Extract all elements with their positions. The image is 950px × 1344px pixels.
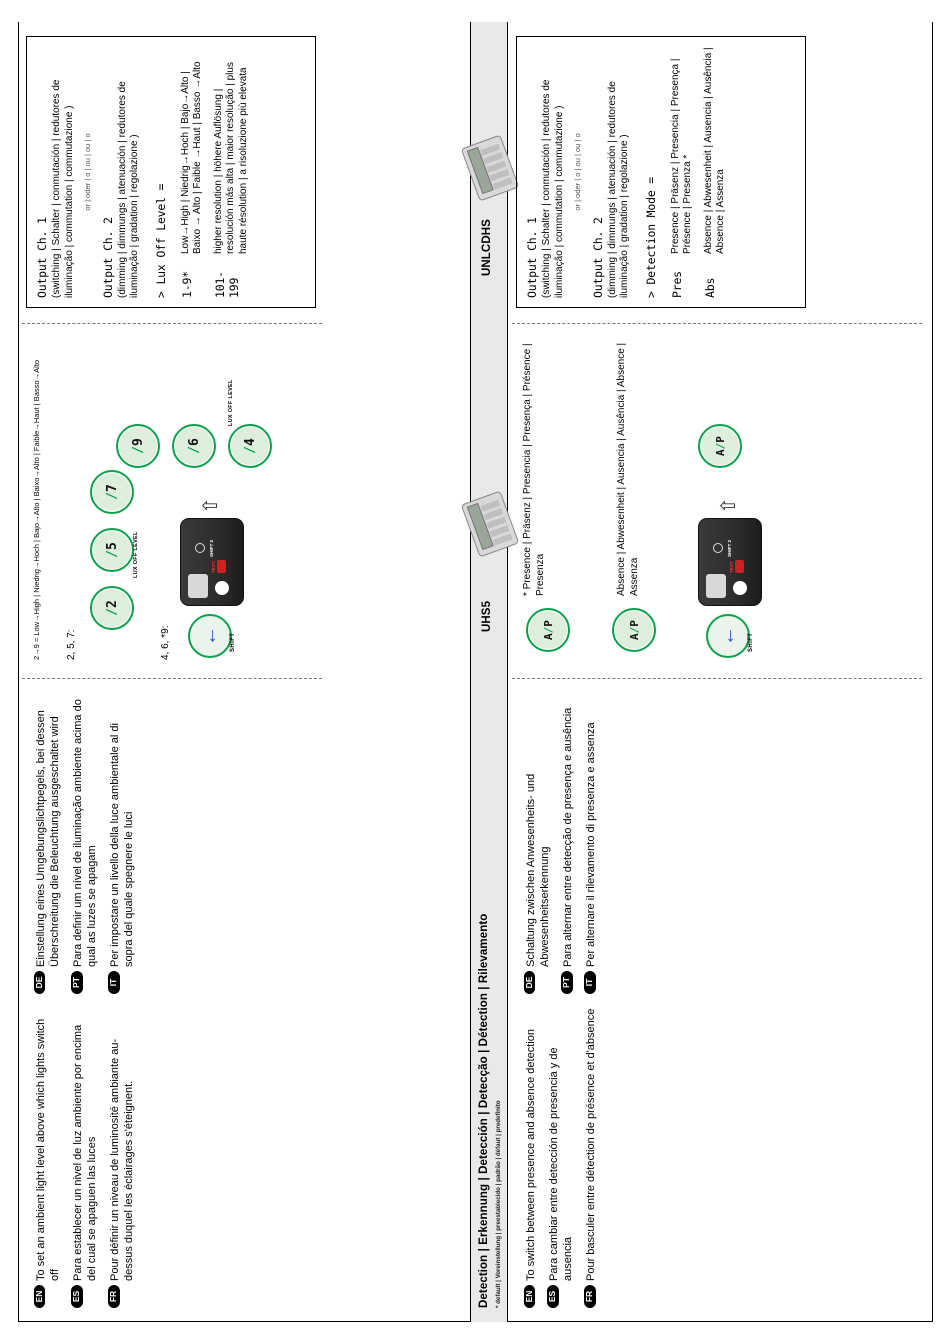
lang-chip-es: ES bbox=[71, 1285, 82, 1308]
lang-chip-en: EN bbox=[34, 1285, 45, 1308]
detection-caption-absence: Absence | Abwesenheit | Ausencia | Ausência | Absence | Assenza bbox=[616, 342, 640, 596]
lux-option-2 bbox=[213, 46, 251, 298]
frame-top-rule bbox=[18, 22, 19, 1322]
lux-left-text bbox=[34, 1008, 145, 1308]
lux-left-item-fr bbox=[108, 1008, 136, 1308]
lux-text-pt: Para definir um nível de iluminação ambiente acima do qual as luzes se apagam bbox=[72, 699, 99, 967]
lang-chip-fr: FR bbox=[108, 1285, 119, 1308]
detection-panel-setting: > Detection Mode = bbox=[643, 176, 658, 298]
detection-header-title: Detection | Erkennung | Detección | Detecção | Détection | Rilevamento bbox=[478, 913, 490, 1308]
lux-divider-2 bbox=[22, 323, 322, 324]
detection-option-2-text: Absence | Abwesenheit | Ausencia | Ausência | Absence | Assenza bbox=[702, 47, 727, 254]
detection-right-item-it bbox=[584, 694, 598, 994]
lang-chip-fr-2: FR bbox=[584, 1285, 595, 1308]
lux-divider-1 bbox=[22, 678, 322, 679]
lux-panel-line-1-text: (switching | Schalter | conmutación | redutores de iluminação | commutation | commutazione ) bbox=[51, 79, 75, 298]
detection-panel-line-2-mono: Output Ch. 2 bbox=[590, 217, 605, 298]
lux-text-en: To set an ambient light level above which lights switch off bbox=[35, 1018, 62, 1281]
remote-sun-icon bbox=[215, 581, 229, 595]
lux-panel-or: or | oder | o | ou | ou | o bbox=[83, 133, 92, 211]
lang-chip-pt-2: PT bbox=[561, 971, 572, 994]
remote-shift2-label-2: SHIFT 2 bbox=[727, 539, 732, 557]
lux-option-1-text: Low→High | Niedrig→Hoch | Bajo→Alto | Baixo → Alto | Faible →Haut | Basso →Alto bbox=[179, 61, 204, 254]
remote-sun-icon-2 bbox=[733, 581, 747, 595]
detection-caption-presence: * Presence | Präsenz | Presencia | Presença | Présence | Presenza bbox=[522, 343, 546, 596]
detection-divider-2 bbox=[512, 323, 922, 324]
detection-option-1-text: Presence | Präsenz | Presencia | Presença | Présence | Presenza * bbox=[669, 58, 694, 254]
lux-caption-469: 4, 6, *9: bbox=[160, 625, 171, 660]
frame-bottom-rule bbox=[932, 22, 933, 1322]
lux-text-it: Per impostare un livello della luce ambientale al di sopra del quale spegnere le luci bbox=[109, 723, 136, 967]
lang-chip-es-2: ES bbox=[547, 1285, 558, 1308]
button-9[interactable]: / 9 bbox=[116, 424, 160, 468]
handheld-transmitter-icon-1 bbox=[461, 491, 520, 558]
lux-right-item-de bbox=[34, 694, 62, 994]
remote-screen-2 bbox=[706, 574, 726, 598]
detection-option-1 bbox=[670, 46, 695, 298]
lux-left-item-es bbox=[71, 1008, 99, 1308]
remote-shift2-label: SHIFT 2 bbox=[209, 539, 214, 557]
lang-chip-pt: PT bbox=[71, 971, 82, 994]
arrow-up-icon-lux: ⇧ bbox=[200, 497, 222, 514]
lux-option-2-code: 101-199 bbox=[212, 271, 241, 298]
lux-panel bbox=[26, 36, 316, 308]
detection-right-item-de bbox=[524, 694, 552, 994]
detection-left-text bbox=[524, 1008, 607, 1308]
lux-right-text bbox=[34, 694, 145, 994]
button-ap-target[interactable]: A/P bbox=[698, 424, 742, 468]
detection-text-pt: Para alternar entre detecção de presença e ausência bbox=[562, 707, 575, 967]
detection-divider-1 bbox=[512, 678, 922, 679]
lux-left-item-en bbox=[34, 1008, 62, 1308]
remote-dot-2 bbox=[713, 543, 723, 553]
remote-device-detection bbox=[698, 518, 762, 606]
lux-text-es: Para establecer un nivel de luz ambiente por encima del cual se apaguen las luces bbox=[72, 1024, 99, 1281]
detection-right-item-pt bbox=[561, 694, 575, 994]
detection-text-es: Para cambiar entre detección de presencia y de ausencia bbox=[548, 1047, 575, 1281]
lux-option-1-code: 1-9* bbox=[179, 271, 194, 298]
arrow-up-icon-detection: ⇧ bbox=[718, 497, 740, 514]
shift-label-1: SHIFT bbox=[230, 632, 236, 652]
lux-caption-257: 2, 5, 7: bbox=[66, 629, 77, 660]
detection-option-1-code: Pres bbox=[669, 271, 684, 298]
detection-text-en: To switch between presence and absence detection bbox=[525, 1029, 537, 1281]
button-5[interactable]: / 5 bbox=[90, 528, 134, 572]
shift-label-2: SHIFT bbox=[748, 632, 754, 652]
shift-arrow-button-2[interactable]: ← bbox=[706, 614, 750, 658]
lux-panel-line-1-mono: Output Ch. 1 bbox=[35, 217, 49, 298]
detection-left-item-fr bbox=[584, 1008, 598, 1308]
remote-red-button bbox=[217, 560, 226, 573]
lux-right-item-pt bbox=[71, 694, 99, 994]
lux-range-caption: 2→9 = Low→High | Niedrig→Hoch | Bajo→Alto | Baixo→Alto | Faible→Haut | Basso→Alto bbox=[32, 359, 41, 660]
handheld-transmitter-icon-2 bbox=[461, 135, 520, 202]
remote-device-lux bbox=[180, 518, 244, 606]
detection-header-bar bbox=[470, 22, 508, 1322]
detection-panel-or: or | oder | o | ou | ou | o bbox=[573, 133, 582, 211]
lux-graphic bbox=[30, 324, 330, 664]
remote-screen bbox=[188, 574, 208, 598]
lang-chip-de-2: DE bbox=[524, 971, 535, 994]
remote-test-label-2: TEST bbox=[729, 561, 734, 573]
lang-chip-it: IT bbox=[108, 971, 119, 994]
lux-panel-setting: > Lux Off Level = bbox=[153, 183, 168, 298]
detection-device-uhs5: UHS5 bbox=[481, 600, 493, 632]
detection-option-2 bbox=[703, 46, 728, 298]
button-6[interactable]: / 6 bbox=[172, 424, 216, 468]
detection-header-sub: * default | Voreinstellung | preestablecido | padrão | défaut | predefinito bbox=[495, 1100, 502, 1308]
detection-device-unlcdhs: UNLCDHS bbox=[481, 219, 493, 276]
lang-chip-de: DE bbox=[34, 971, 45, 994]
remote-test-label: TEST bbox=[211, 561, 216, 573]
lux-panel-line-2-mono: Output Ch. 2 bbox=[100, 217, 115, 298]
detection-text-it: Per alternare il rilevamento di presenza e assenza bbox=[585, 722, 598, 967]
lux-option-2-text: higher resolution | höhere Auflösung | resolución más alta | maior resolução | plus haute résolution | a risoluzione più elevata bbox=[212, 62, 249, 254]
button-7[interactable]: / 7 bbox=[90, 470, 134, 514]
button-2[interactable]: / 2 bbox=[90, 586, 134, 630]
lux-text-de: Einstellung eines Umgebungslichtpegels, bei dessen Überschreitung die Beleuchtung ausgeschaltet wird bbox=[35, 710, 62, 967]
lang-chip-it-2: IT bbox=[584, 971, 595, 994]
detection-panel-line-2-text: (dimming | dimmungs | atenuación | redutores de iluminação | gradation | regolazione ) bbox=[606, 81, 631, 298]
remote-red-button-2 bbox=[735, 560, 744, 573]
remote-dot bbox=[195, 543, 205, 553]
lang-chip-en-2: EN bbox=[524, 1285, 535, 1308]
detection-right-text bbox=[524, 694, 607, 994]
detection-panel-line-1-text: (switching | Schalter | conmutación | redutores de iluminação | commutation | commutazione ) bbox=[541, 79, 565, 298]
detection-left-item-en bbox=[524, 1008, 538, 1308]
lux-panel-line-2-text: (dimming | dimmungs | atenuación | redutores de iluminação | gradation | regolazione ) bbox=[116, 81, 141, 298]
detection-option-2-code: Abs bbox=[702, 277, 717, 298]
lux-option-1 bbox=[180, 46, 205, 298]
detection-text-de: Schaltung zwischen Anwesenheits- und Abwesenheitserkennung bbox=[525, 773, 552, 967]
lux-right-item-it bbox=[108, 694, 136, 994]
lux-text-fr: Pour définir un niveau de luminosité ambiante au-dessus duquel les éclairages s'éteignent. bbox=[109, 1038, 136, 1281]
detection-graphic bbox=[520, 324, 920, 664]
detection-text-fr: Pour basculer entre détection de présence et d'absence bbox=[585, 1008, 598, 1281]
lux-off-level-label-1: LUX OFF LEVEL bbox=[133, 531, 139, 578]
detection-panel bbox=[516, 36, 806, 308]
lux-off-level-label-2: LUX OFF LEVEL bbox=[228, 379, 234, 426]
button-ap-absence[interactable]: A/P bbox=[612, 608, 656, 652]
detection-panel-line-1-mono: Output Ch. 1 bbox=[525, 217, 539, 298]
button-ap-presence[interactable]: A/P bbox=[526, 608, 570, 652]
detection-left-item-es bbox=[547, 1008, 575, 1308]
button-4[interactable]: / 4 bbox=[228, 424, 272, 468]
shift-arrow-button[interactable]: ← bbox=[188, 614, 232, 658]
